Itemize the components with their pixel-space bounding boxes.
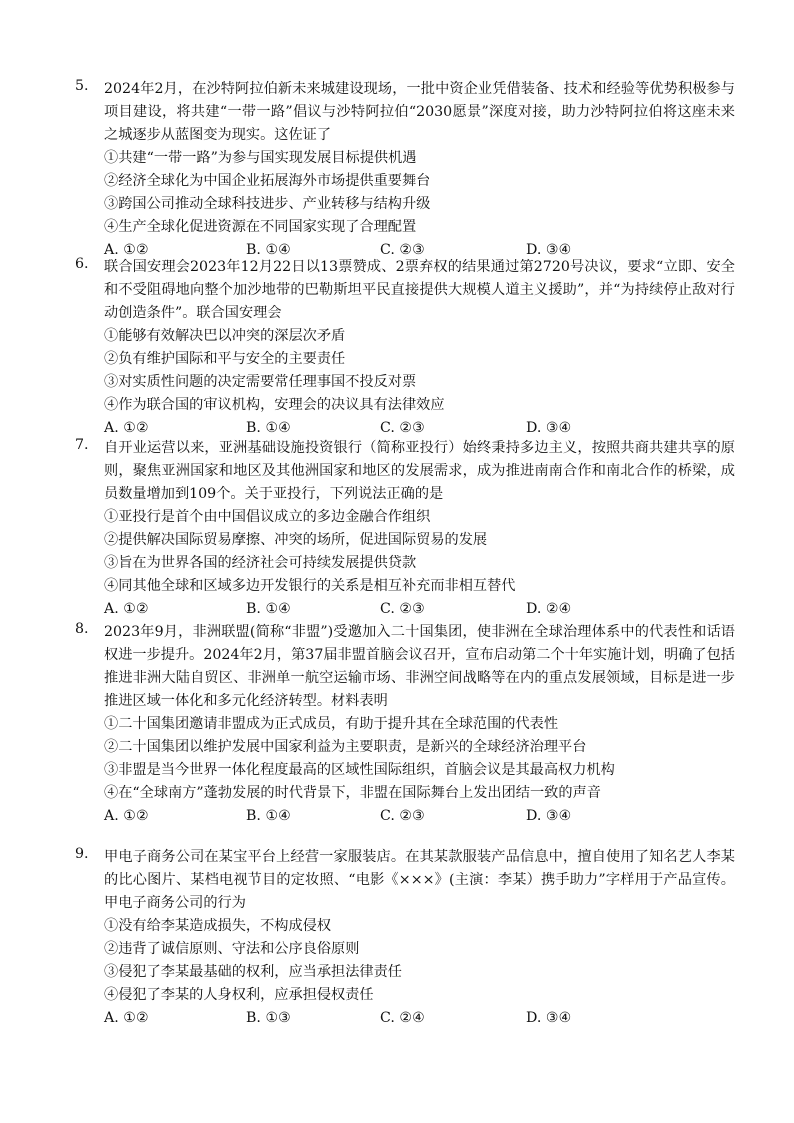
option-3: ③跨国公司推动全球科技进步、产业转移与结构升级 (104, 196, 431, 212)
choice-d: D. ②④ (526, 601, 572, 617)
answer-choices (75, 598, 735, 621)
option-1: ①能够有效解决巴以冲突的深层次矛盾 (104, 328, 346, 344)
choice-a: A. ①② (104, 601, 149, 617)
choice-a: A. ①② (104, 242, 149, 258)
choice-a: A. ①② (104, 420, 149, 436)
option-2: ②负有维护国际和平与安全的主要责任 (104, 351, 346, 367)
choice-d: D. ③④ (526, 420, 572, 436)
option-4: ④同其他全球和区域多边开发银行的关系是相互补充而非相互替代 (104, 578, 516, 594)
question-6 (75, 256, 735, 440)
question-number: 6. (75, 256, 89, 272)
question-7 (75, 437, 735, 621)
question-number: 5. (75, 78, 89, 94)
choice-c: C. ②④ (380, 1010, 425, 1026)
question-number: 7. (75, 437, 89, 453)
option-2: ②经济全球化为中国企业拓展海外市场提供重要舞台 (104, 173, 431, 189)
question-5 (75, 78, 735, 262)
option-1: ①共建“一带一路”为参与国实现发展目标提供机遇 (104, 150, 417, 166)
option-2: ②二十国集团以维护发展中国家利益为主要职责，是新兴的全球经济治理平台 (104, 739, 587, 755)
choice-b: B. ①④ (246, 420, 291, 436)
choice-d: D. ③④ (526, 242, 572, 258)
option-4: ④在“全球南方”蓬勃发展的时代背景下，非盟在国际舞台上发出团结一致的声音 (104, 785, 601, 801)
option-2: ②违背了诚信原则、守法和公序良俗原则 (104, 941, 360, 957)
answer-choices (75, 805, 735, 828)
choice-c: C. ②③ (380, 601, 425, 617)
choice-b: B. ①③ (246, 1010, 291, 1026)
question-number: 9. (75, 846, 89, 862)
question-number: 8. (75, 621, 89, 637)
option-4: ④侵犯了李某的人身权利，应承担侵权责任 (104, 987, 374, 1003)
choice-b: B. ①④ (246, 808, 291, 824)
option-3: ③非盟是当今世界一体化程度最高的区域性国际组织，首脑会议是其最高权力机构 (104, 762, 615, 778)
choice-d: D. ③④ (526, 1010, 572, 1026)
choice-b: B. ①④ (246, 601, 291, 617)
question-8 (75, 621, 735, 828)
option-3: ③侵犯了李某最基础的权利，应当承担法律责任 (104, 964, 402, 980)
option-4: ④生产全球化促进资源在不同国家实现了合理配置 (104, 219, 417, 235)
choice-c: C. ②③ (380, 808, 425, 824)
option-4: ④作为联合国的审议机构，安理会的决议具有法律效应 (104, 397, 445, 413)
choice-d: D. ③④ (526, 808, 572, 824)
option-3: ③对实质性问题的决定需要常任理事国不投反对票 (104, 374, 417, 390)
option-1: ①二十国集团邀请非盟成为正式成员，有助于提升其在全球范围的代表性 (104, 716, 559, 732)
option-1: ①没有给李某造成损失，不构成侵权 (104, 918, 332, 934)
question-9 (75, 846, 735, 1030)
choice-a: A. ①② (104, 1010, 149, 1026)
option-1: ①亚投行是首个由中国倡议成立的多边金融合作组织 (104, 509, 431, 525)
choice-a: A. ①② (104, 808, 149, 824)
question-stem: 联合国安理会2023年12月22日以13票赞成、2票弃权的结果通过第2720号决议，要求“立即、安全和不受阻碍地向整个加沙地带的巴勒斯坦平民直接提供大规模人道主义援助”，并“为持续停止敌对行动创造条件”。联合国安理会 (104, 259, 735, 321)
question-stem: 2024年2月，在沙特阿拉伯新未来城建设现场，一批中资企业凭借装备、技术和经验等优势积极参与项目建设，将共建“一带一路”倡议与沙特阿拉伯“2030愿景”深度对接，助力沙特阿拉伯将这座未来之城逐步从蓝图变为现实。这佐证了 (104, 81, 735, 143)
question-stem: 自开业运营以来，亚洲基础设施投资银行（简称亚投行）始终秉持多边主义，按照共商共建共享的原则，聚焦亚洲国家和地区及其他洲国家和地区的发展需求，成为推进南南合作和南北合作的桥梁，成员数量增加到109个。关于亚投行，下列说法正确的是 (104, 440, 735, 502)
question-stem: 2023年9月，非洲联盟(简称“非盟”)受邀加入二十国集团，使非洲在全球治理体系中的代表性和话语权进一步提升。2024年2月，第37届非盟首脑会议召开，宣布启动第二个十年实施计划，明确了包括推进非洲大陆自贸区、非洲单一航空运输市场、非洲空间战略等在内的重点发展领域，目标是进一步推进区域一体化和多元化经济转型。材料表明 (104, 624, 735, 709)
choice-c: C. ②③ (380, 242, 425, 258)
answer-choices (75, 1007, 735, 1030)
choice-c: C. ②③ (380, 420, 425, 436)
option-2: ②提供解决国际贸易摩擦、冲突的场所，促进国际贸易的发展 (104, 532, 488, 548)
question-stem: 甲电子商务公司在某宝平台上经营一家服装店。在其某款服装产品信息中，擅自使用了知名艺人李某的比心图片、某档电视节目的定妆照、“电影《×××》(主演：李某）携手助力”字样用于产品宣传。甲电子商务公司的行为 (104, 849, 735, 911)
option-3: ③旨在为世界各国的经济社会可持续发展提供贷款 (104, 555, 417, 571)
choice-b: B. ①④ (246, 242, 291, 258)
